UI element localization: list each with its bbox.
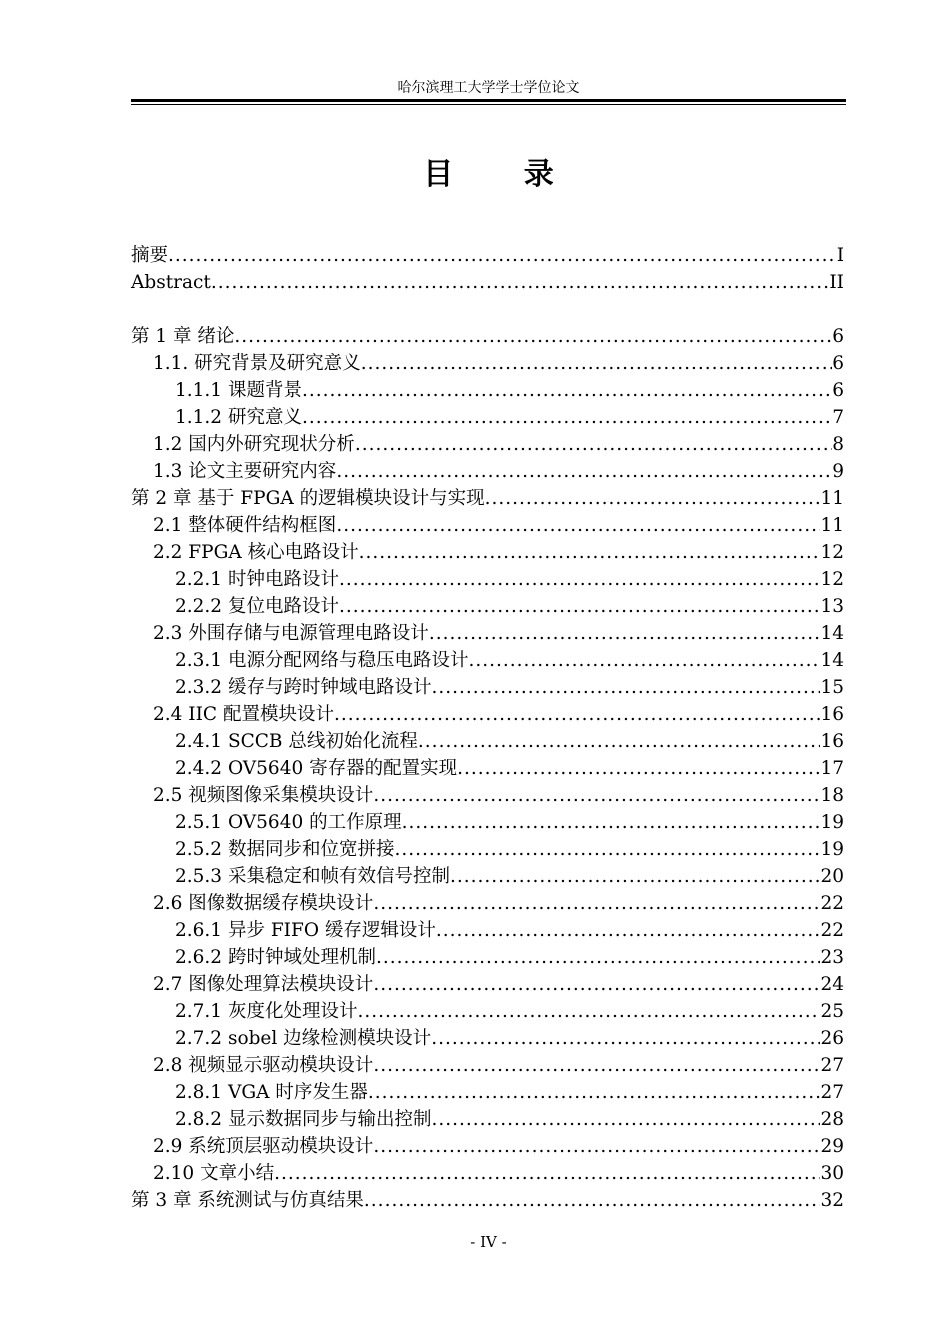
toc-dot-leader bbox=[359, 539, 821, 566]
toc-entry-title: 摘要 bbox=[131, 245, 169, 266]
toc-entry-page: 11 bbox=[820, 488, 844, 509]
toc-dot-leader bbox=[302, 404, 832, 431]
toc-dot-leader bbox=[373, 890, 820, 917]
toc-entry[interactable] bbox=[131, 1025, 844, 1052]
toc-entry-page: 6 bbox=[832, 380, 844, 401]
toc-entry-page: I bbox=[836, 245, 844, 266]
toc-entry-page: 32 bbox=[820, 1190, 844, 1211]
toc-entry[interactable] bbox=[131, 971, 844, 998]
toc-entry-page: 12 bbox=[820, 542, 844, 563]
toc-entry[interactable] bbox=[131, 566, 844, 593]
toc-dot-leader bbox=[373, 1052, 820, 1079]
toc-entry-title: 2.8.2 显示数据同步与输出控制 bbox=[175, 1109, 432, 1130]
toc-entry[interactable] bbox=[131, 647, 844, 674]
toc-dot-leader bbox=[485, 485, 821, 512]
toc-entry-title: 2.8 视频显示驱动模块设计 bbox=[153, 1055, 374, 1076]
toc-entry-title: 2.6.1 异步 FIFO 缓存逻辑设计 bbox=[175, 920, 436, 941]
toc-entry-page: 26 bbox=[820, 1028, 844, 1049]
toc-dot-leader bbox=[373, 782, 820, 809]
toc-entry-title: 2.3.2 缓存与跨时钟域电路设计 bbox=[175, 677, 432, 698]
header-rule-thick bbox=[131, 99, 846, 102]
toc-entry-title: 2.3 外围存储与电源管理电路设计 bbox=[153, 623, 429, 644]
toc-dot-leader bbox=[436, 917, 821, 944]
toc-entry-page: II bbox=[829, 272, 844, 293]
toc-entry[interactable] bbox=[131, 431, 844, 458]
toc-entry-page: 8 bbox=[832, 434, 844, 455]
toc-entry[interactable] bbox=[131, 539, 844, 566]
toc-entry[interactable] bbox=[131, 863, 844, 890]
toc-entry-title: 2.4.2 OV5640 寄存器的配置实现 bbox=[175, 758, 458, 779]
toc-entry[interactable] bbox=[131, 890, 844, 917]
toc-entry-page: 14 bbox=[820, 623, 844, 644]
toc-entry[interactable] bbox=[131, 836, 844, 863]
page-header: 哈尔滨理工大学学士学位论文 bbox=[397, 80, 580, 96]
toc-entry-title: 2.2 FPGA 核心电路设计 bbox=[153, 542, 359, 563]
toc-entry-page: 22 bbox=[820, 893, 844, 914]
toc-entry-page: 14 bbox=[820, 650, 844, 671]
toc-dot-leader bbox=[336, 512, 820, 539]
toc-entry-page: 13 bbox=[820, 596, 844, 617]
toc-entry-title: 第 3 章 系统测试与仿真结果 bbox=[131, 1190, 364, 1211]
toc-entry[interactable] bbox=[131, 782, 844, 809]
toc-entry[interactable] bbox=[131, 674, 844, 701]
toc-dot-leader bbox=[334, 701, 820, 728]
toc-entry-page: 22 bbox=[820, 920, 844, 941]
toc-entry-title: 2.9 系统顶层驱动模块设计 bbox=[153, 1136, 374, 1157]
toc-entry-title: 2.5.1 OV5640 的工作原理 bbox=[175, 812, 402, 833]
toc-entry[interactable] bbox=[131, 701, 844, 728]
toc-entry-title: 2.7.2 sobel 边缘检测模块设计 bbox=[175, 1028, 432, 1049]
toc-dot-leader bbox=[450, 863, 820, 890]
toc-entry-page: 20 bbox=[820, 866, 844, 887]
header-rule-thin bbox=[131, 104, 846, 105]
toc-entry[interactable] bbox=[131, 1133, 844, 1160]
toc-entry-title: 2.7.1 灰度化处理设计 bbox=[175, 1001, 358, 1022]
toc-entry-page: 27 bbox=[820, 1082, 844, 1103]
toc-entry-title: 2.4 IIC 配置模块设计 bbox=[153, 704, 334, 725]
toc-entry[interactable] bbox=[131, 242, 844, 269]
toc-title: 目 录 bbox=[423, 157, 584, 192]
toc-dot-leader bbox=[373, 971, 820, 998]
toc-entry-page: 23 bbox=[820, 947, 844, 968]
toc-entry[interactable] bbox=[131, 998, 844, 1025]
toc-dot-leader bbox=[336, 458, 832, 485]
toc-entry-title: 2.3.1 电源分配网络与稳压电路设计 bbox=[175, 650, 469, 671]
toc-dot-leader bbox=[468, 647, 820, 674]
toc-entry-page: 9 bbox=[832, 461, 844, 482]
toc-entry-page: 15 bbox=[820, 677, 844, 698]
toc-entry-page: 29 bbox=[820, 1136, 844, 1157]
toc-entry[interactable] bbox=[131, 269, 844, 296]
toc-entry-page: 7 bbox=[832, 407, 844, 428]
toc-entry[interactable] bbox=[131, 1106, 844, 1133]
toc-dot-leader bbox=[429, 620, 821, 647]
toc-entry-title: 2.6 图像数据缓存模块设计 bbox=[153, 893, 374, 914]
toc-dot-leader bbox=[364, 1187, 821, 1214]
toc-entry-title: Abstract bbox=[131, 272, 211, 293]
toc-entry-title: 2.1 整体硬件结构框图 bbox=[153, 515, 337, 536]
toc-entry-page: 6 bbox=[832, 353, 844, 374]
toc-entry-page: 11 bbox=[820, 515, 844, 536]
toc-dot-leader bbox=[339, 566, 820, 593]
toc-entry[interactable] bbox=[131, 1079, 844, 1106]
toc-dot-leader bbox=[431, 674, 820, 701]
toc-dot-leader bbox=[339, 593, 820, 620]
toc-dot-leader bbox=[373, 1133, 820, 1160]
toc-dot-leader bbox=[302, 377, 832, 404]
toc-entry-title: 2.5.3 采集稳定和帧有效信号控制 bbox=[175, 866, 450, 887]
toc-entry-page: 19 bbox=[820, 839, 844, 860]
toc-entry[interactable] bbox=[131, 620, 844, 647]
toc-entry-title: 第 2 章 基于 FPGA 的逻辑模块设计与实现 bbox=[131, 488, 485, 509]
toc-entry[interactable] bbox=[131, 917, 844, 944]
toc-entry[interactable] bbox=[131, 728, 844, 755]
toc-entry[interactable] bbox=[131, 1052, 844, 1079]
toc-entry-page: 17 bbox=[820, 758, 844, 779]
toc-entry[interactable] bbox=[131, 593, 844, 620]
toc-entry-title: 2.7 图像处理算法模块设计 bbox=[153, 974, 374, 995]
toc-entry[interactable] bbox=[131, 323, 844, 350]
toc-entry[interactable] bbox=[131, 809, 844, 836]
toc-dot-leader bbox=[274, 1160, 820, 1187]
toc-entry-page: 27 bbox=[820, 1055, 844, 1076]
toc-entry-title: 1.1. 研究背景及研究意义 bbox=[153, 353, 361, 374]
toc-entry[interactable] bbox=[131, 1160, 844, 1187]
toc-dot-leader bbox=[457, 755, 820, 782]
toc-dot-leader bbox=[431, 1025, 820, 1052]
toc-entry-page: 18 bbox=[820, 785, 844, 806]
toc-entry-title: 2.2.1 时钟电路设计 bbox=[175, 569, 339, 590]
toc-entry-title: 2.6.2 跨时钟域处理机制 bbox=[175, 947, 376, 968]
page-number: - IV - bbox=[470, 1233, 507, 1251]
toc-entry-page: 12 bbox=[820, 569, 844, 590]
toc-entry[interactable] bbox=[131, 1187, 844, 1214]
toc-dot-leader bbox=[355, 431, 832, 458]
toc-entry-page: 16 bbox=[820, 731, 844, 752]
toc-entry-page: 6 bbox=[832, 326, 844, 347]
toc-entry[interactable] bbox=[131, 404, 844, 431]
toc-dot-leader bbox=[368, 1079, 821, 1106]
toc-entry-page: 28 bbox=[820, 1109, 844, 1130]
toc-entry-title: 1.2 国内外研究现状分析 bbox=[153, 434, 355, 455]
toc-entry[interactable] bbox=[131, 755, 844, 782]
toc-entry-title: 2.8.1 VGA 时序发生器 bbox=[175, 1082, 368, 1103]
toc-entry-title: 2.10 文章小结 bbox=[153, 1163, 275, 1184]
toc-dot-leader bbox=[402, 809, 821, 836]
toc-dot-leader bbox=[168, 242, 837, 269]
toc-dot-leader bbox=[361, 350, 833, 377]
toc-entry-page: 25 bbox=[820, 1001, 844, 1022]
toc-entry[interactable] bbox=[131, 377, 844, 404]
toc-dot-leader bbox=[376, 944, 820, 971]
toc-entry-page: 24 bbox=[820, 974, 844, 995]
toc-dot-leader bbox=[418, 728, 821, 755]
toc-entry[interactable] bbox=[131, 944, 844, 971]
toc-entry[interactable] bbox=[131, 512, 844, 539]
toc-entry-title: 1.1.1 课题背景 bbox=[175, 380, 302, 401]
toc-entry[interactable] bbox=[131, 350, 844, 377]
toc-entry-page: 30 bbox=[820, 1163, 844, 1184]
toc-dot-leader bbox=[234, 323, 832, 350]
table-of-contents bbox=[131, 242, 844, 1214]
toc-entry[interactable] bbox=[131, 458, 844, 485]
toc-entry-page: 16 bbox=[820, 704, 844, 725]
toc-dot-leader bbox=[394, 836, 820, 863]
toc-entry-title: 2.5 视频图像采集模块设计 bbox=[153, 785, 374, 806]
toc-entry[interactable] bbox=[131, 485, 844, 512]
toc-entry-title: 第 1 章 绪论 bbox=[131, 326, 235, 347]
toc-entry-title: 1.3 论文主要研究内容 bbox=[153, 461, 337, 482]
toc-dot-leader bbox=[431, 1106, 820, 1133]
toc-entry-page: 19 bbox=[820, 812, 844, 833]
toc-entry-title: 2.5.2 数据同步和位宽拼接 bbox=[175, 839, 395, 860]
toc-entry-title: 1.1.2 研究意义 bbox=[175, 407, 302, 428]
toc-dot-leader bbox=[211, 269, 830, 296]
toc-entry-title: 2.4.1 SCCB 总线初始化流程 bbox=[175, 731, 418, 752]
toc-entry-title: 2.2.2 复位电路设计 bbox=[175, 596, 339, 617]
toc-dot-leader bbox=[357, 998, 820, 1025]
